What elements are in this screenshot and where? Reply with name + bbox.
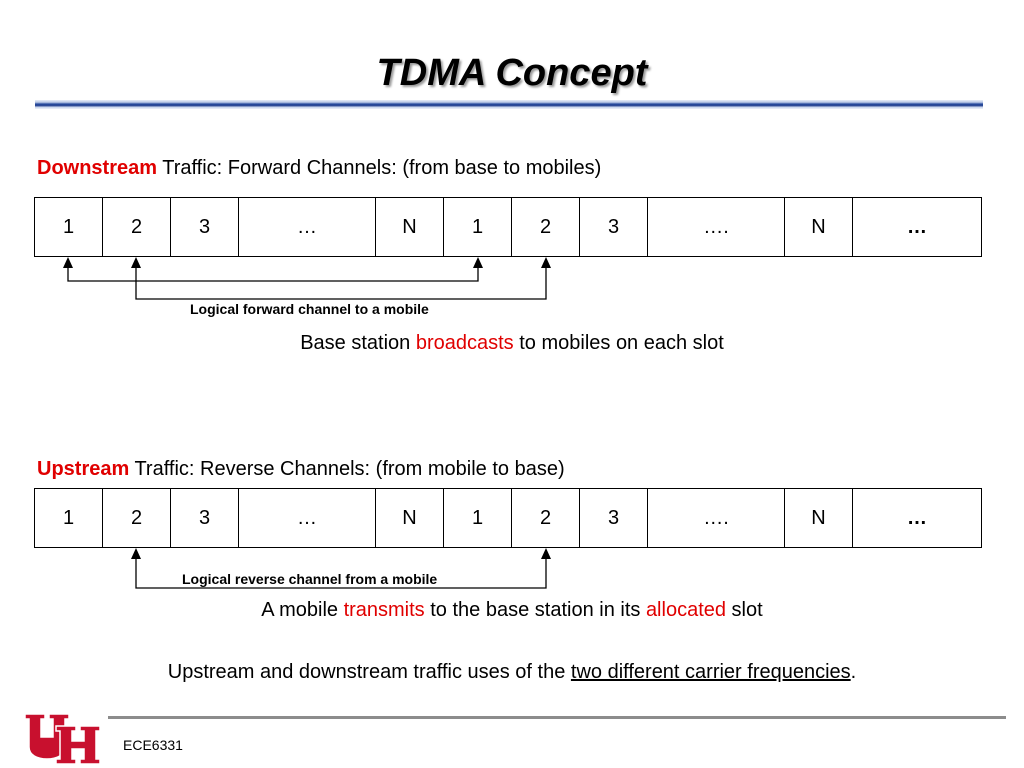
slide-title: TDMA Concept: [376, 52, 648, 94]
summary-pre: Upstream and downstream traffic uses of the: [167, 661, 571, 683]
downstream-slot: …: [907, 215, 927, 238]
title-underline-rule: [35, 100, 983, 109]
downstream-slot: 2: [512, 198, 580, 256]
upstream-caption-highlight-2: allocated: [645, 599, 726, 621]
downstream-slot: N: [785, 198, 853, 256]
downstream-heading-text: Traffic: Forward Channels: (from base to mobiles): [157, 157, 602, 179]
downstream-arrowhead: [63, 257, 73, 268]
downstream-arrowhead: [131, 257, 141, 268]
downstream-caption-pre: Base station: [300, 332, 416, 354]
downstream-bracket-inner: [136, 260, 546, 299]
summary-text: [0, 660, 1024, 684]
downstream-heading: [37, 156, 601, 180]
upstream-slot: 2: [103, 489, 171, 547]
downstream-slot: …: [239, 198, 376, 256]
downstream-arrow-label: Logical forward channel to a mobile: [190, 301, 429, 317]
footer-course-code: ECE6331: [123, 737, 183, 753]
footer-rule: [108, 716, 1006, 719]
upstream-caption: [0, 598, 1024, 622]
upstream-slot: N: [785, 489, 853, 547]
upstream-arrowhead: [541, 548, 551, 559]
upstream-caption-pre: A mobile: [261, 599, 344, 621]
upstream-slot: ….: [648, 489, 785, 547]
downstream-caption-highlight: broadcasts: [415, 332, 514, 354]
downstream-arrowhead: [541, 257, 551, 268]
upstream-slot: 1: [35, 489, 103, 547]
downstream-caption: [0, 331, 1024, 355]
downstream-slot: 2: [103, 198, 171, 256]
downstream-caption-post: to mobiles on each slot: [513, 332, 724, 354]
summary-underlined: two different carrier frequencies: [570, 661, 851, 683]
downstream-slot: ….: [648, 198, 785, 256]
upstream-slot: …: [907, 506, 927, 529]
upstream-arrow-label: Logical reverse channel from a mobile: [182, 571, 438, 587]
upstream-slot: 3: [580, 489, 648, 547]
downstream-keyword: Downstream: [37, 157, 158, 179]
upstream-slot: N: [376, 489, 444, 547]
downstream-slot: 1: [444, 198, 512, 256]
upstream-keyword: Upstream: [37, 458, 130, 480]
downstream-slot: 3: [171, 198, 239, 256]
upstream-slot: 1: [444, 489, 512, 547]
downstream-bracket-outer: [68, 260, 478, 281]
upstream-slot: 2: [512, 489, 580, 547]
upstream-arrowhead: [131, 548, 141, 559]
upstream-slot-frame: [34, 488, 982, 548]
downstream-arrowhead: [473, 257, 483, 268]
uh-logo-icon: [22, 712, 102, 766]
downstream-slot: 3: [580, 198, 648, 256]
downstream-slot: N: [376, 198, 444, 256]
upstream-slot: …: [239, 489, 376, 547]
upstream-caption-mid: to the base station in its: [424, 599, 646, 621]
upstream-heading-text: Traffic: Reverse Channels: (from mobile to base): [129, 458, 565, 480]
downstream-slot: 1: [35, 198, 103, 256]
upstream-caption-highlight-1: transmits: [343, 599, 425, 621]
summary-post: .: [850, 661, 857, 683]
upstream-heading: [37, 457, 565, 481]
upstream-caption-post: slot: [726, 599, 763, 621]
upstream-slot: 3: [171, 489, 239, 547]
downstream-slot-frame: [34, 197, 982, 257]
